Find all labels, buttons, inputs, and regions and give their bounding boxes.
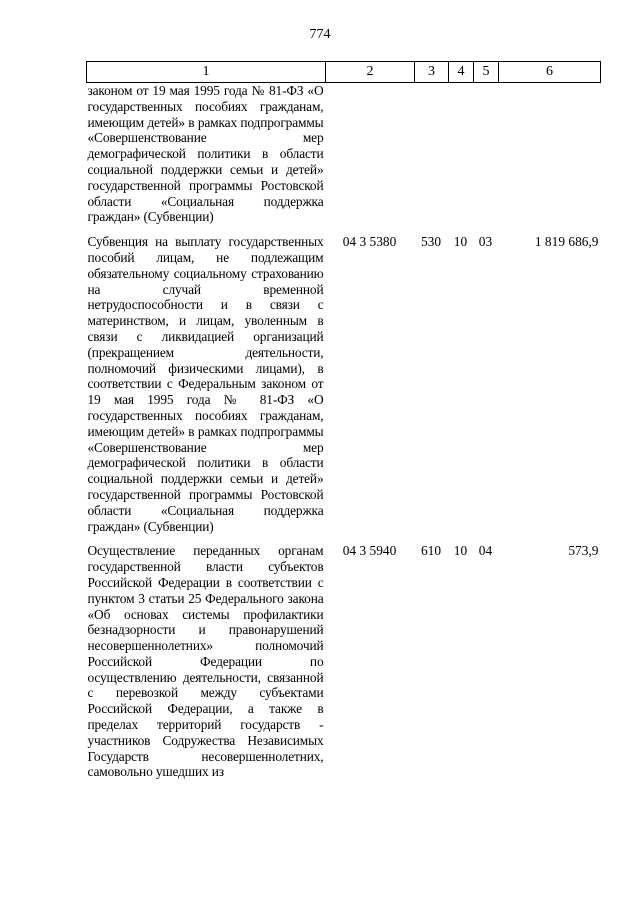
row-spacer bbox=[87, 534, 601, 543]
row-expense-type: 530 bbox=[420, 234, 442, 250]
row-description: Субвенция на выплату государственных пособий лицам, не подлежащим обязательному социальному страхованию на случай временной нетрудоспособности и в связи с материнством, и лицам, уволенным в связи с ликвидацией организаций (прекращением деятельности, полномочий физическими лицами), в соответствии с Федеральным законом от 19 мая 1995 года № 81-ФЗ «О государственных пособиях гражданам, имеющим детей» в рамках подпрограммы «Совершенствование мер демографической политики в области социальной поддержки семьи и детей» государственной программы Ростовской области «Социальная поддержка граждан» (Субвенции) bbox=[87, 234, 324, 534]
row-amount bbox=[499, 83, 601, 226]
header-col-1: 1 bbox=[87, 62, 326, 83]
budget-table bbox=[86, 61, 601, 780]
header-col-2: 2 bbox=[326, 62, 415, 83]
row-description: Осуществление переданных органам государственной власти субъектов Российской Федерации в соответствии с пунктом 3 статьи 25 Федерального закона «Об основах системы профилактики безнадзорности и правонарушений несовершеннолетних» полномочий Российской Федерации по осуществлению деятельности, связанной с перевозкой между субъектами Российской Федерации, а также в пределах территорий государств - участников Содружества Независимых Государств несовершеннолетних, самовольно ушедших из bbox=[87, 543, 324, 780]
row-section bbox=[449, 83, 474, 226]
table-row bbox=[87, 543, 601, 780]
page-number: 774 bbox=[309, 27, 331, 42]
header-col-6: 6 bbox=[499, 62, 601, 83]
row-description: законом от 19 мая 1995 года № 81-ФЗ «О государственных пособиях гражданам, имеющим детей» в рамках подпрограммы «Совершенствование мер демографической политики в области социальной поддержки семьи и детей» государственной программы Ростовской области «Социальная поддержка граждан» (Субвенции) bbox=[87, 83, 324, 225]
row-spacer bbox=[87, 225, 601, 234]
table-body bbox=[87, 83, 601, 781]
header-col-3: 3 bbox=[415, 62, 449, 83]
table-row bbox=[87, 83, 601, 226]
header-row bbox=[87, 62, 601, 83]
row-target-article: 04 3 5940 bbox=[342, 543, 397, 559]
row-target-article bbox=[326, 83, 415, 226]
row-section: 10 bbox=[453, 234, 468, 250]
row-amount: 573,9 bbox=[568, 543, 599, 559]
header-col-5: 5 bbox=[474, 62, 499, 83]
row-subsection: 04 bbox=[478, 543, 493, 559]
table-row bbox=[87, 234, 601, 534]
row-amount: 1 819 686,9 bbox=[534, 234, 599, 250]
row-expense-type bbox=[415, 83, 449, 226]
row-subsection: 03 bbox=[478, 234, 493, 250]
row-target-article: 04 3 5380 bbox=[342, 234, 397, 250]
row-expense-type: 610 bbox=[420, 543, 442, 559]
header-col-4: 4 bbox=[449, 62, 474, 83]
table-header bbox=[87, 62, 601, 83]
row-subsection bbox=[474, 83, 499, 226]
row-section: 10 bbox=[453, 543, 468, 559]
